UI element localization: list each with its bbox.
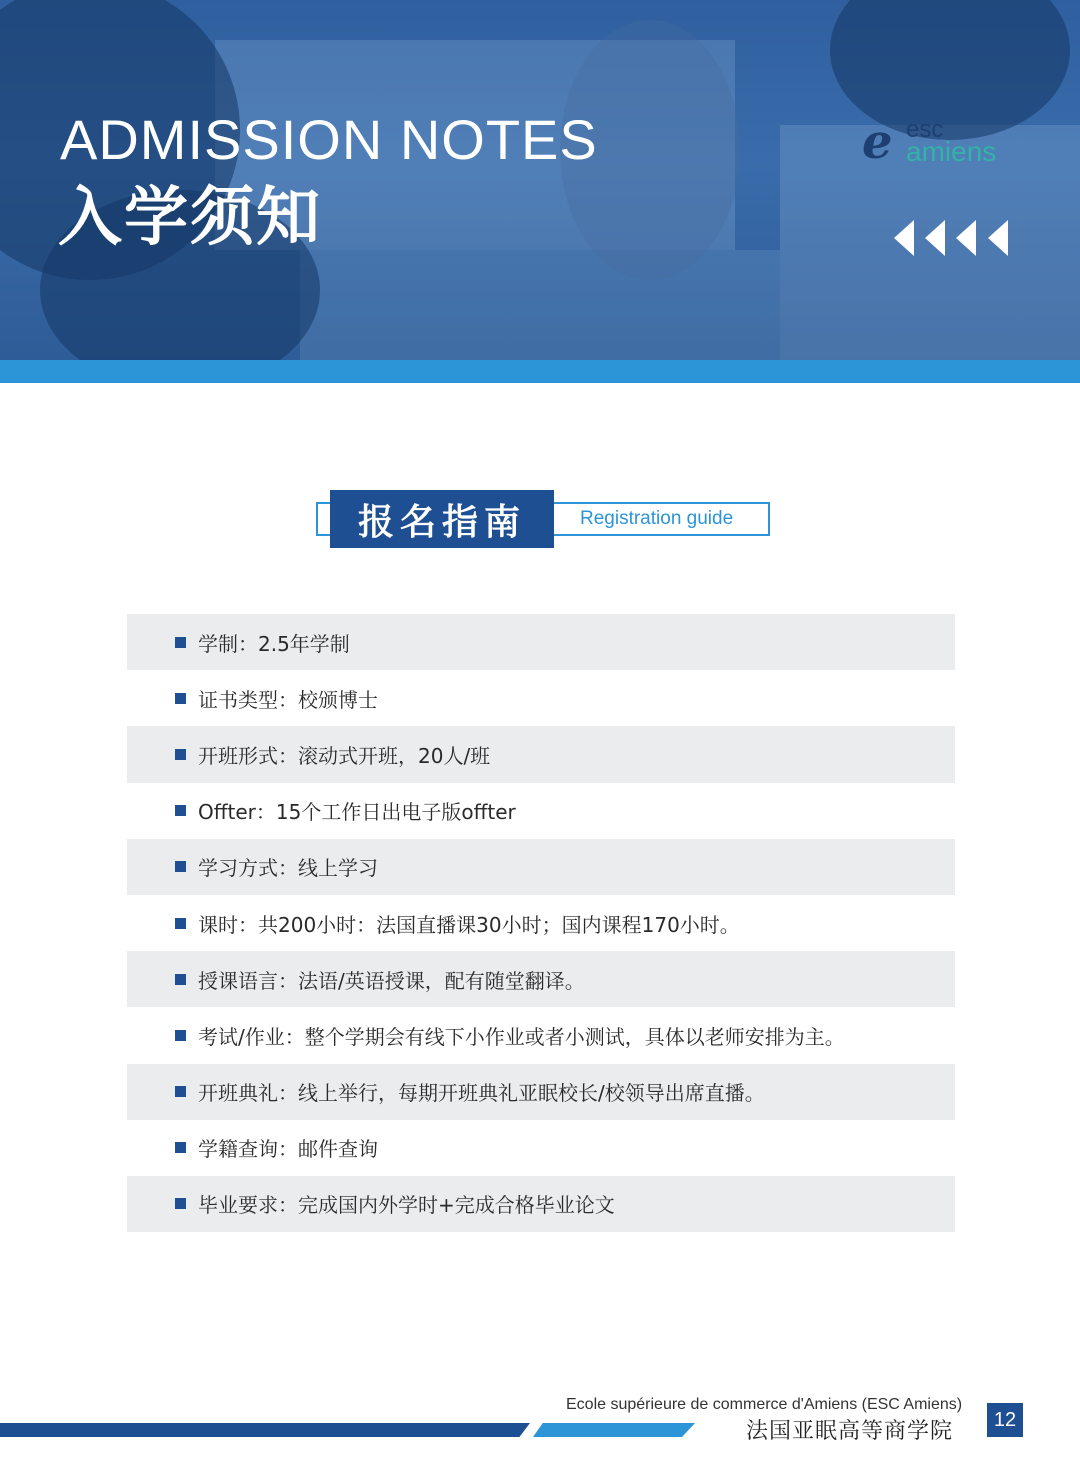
list-item-text: 学习方式：线上学习 <box>198 856 378 881</box>
list-item-text: 证书类型：校颁博士 <box>198 687 378 712</box>
left-arrow-icon <box>894 220 914 256</box>
square-bullet-icon <box>175 1030 186 1041</box>
header-banner <box>0 0 1080 360</box>
square-bullet-icon <box>175 861 186 872</box>
square-bullet-icon <box>175 1198 186 1209</box>
square-bullet-icon <box>175 974 186 985</box>
left-arrow-icon <box>925 220 945 256</box>
square-bullet-icon <box>175 637 186 648</box>
list-item-text: 毕业要求：完成国内外学时+完成合格毕业论文 <box>198 1193 615 1218</box>
section-title-en: Registration guide <box>580 508 734 529</box>
header-accent-strip <box>0 360 1080 383</box>
square-bullet-icon <box>175 1086 186 1097</box>
square-bullet-icon <box>175 918 186 929</box>
list-item-text: 授课语言：法语/英语授课，配有随堂翻译。 <box>198 968 585 993</box>
list-item-text: 开班形式：滚动式开班，20人/班 <box>198 743 491 768</box>
header-title-en: ADMISSION NOTES <box>60 108 598 171</box>
background-ground <box>300 250 780 360</box>
list-item-text: 考试/作业：整个学期会有线下小作业或者小测试，具体以老师安排为主。 <box>198 1024 845 1049</box>
list-item-text: Offter：15个工作日出电子版offter <box>198 800 516 825</box>
list-item <box>127 951 955 1007</box>
header-title-cn: 入学须知 <box>58 181 322 255</box>
list-item-text: 开班典礼：线上举行，每期开班典礼亚眠校长/校领导出席直播。 <box>198 1081 765 1106</box>
square-bullet-icon <box>175 1142 186 1153</box>
logo-text-amiens: amiens <box>906 136 997 167</box>
list-item <box>127 1176 955 1232</box>
square-bullet-icon <box>175 805 186 816</box>
logo-letter: e <box>862 114 893 170</box>
left-arrow-icon <box>988 220 1008 256</box>
left-arrows-decoration <box>892 218 1012 258</box>
square-bullet-icon <box>175 749 186 760</box>
footer-school-name-en: Ecole supérieure de commerce d'Amiens (ESC Amiens) <box>566 1396 963 1413</box>
list-item <box>127 1120 955 1176</box>
footer-school-name-cn: 法国亚眠高等商学院 <box>746 1419 954 1444</box>
page-number: 12 <box>987 1403 1023 1437</box>
left-arrow-icon <box>956 220 976 256</box>
list-item <box>127 783 955 839</box>
section-title-cn: 报名指南 <box>330 490 554 548</box>
list-item <box>127 895 955 951</box>
section-heading <box>316 490 776 550</box>
list-item <box>127 1064 955 1120</box>
footer-bar-dark <box>0 1423 530 1437</box>
logo-text-esc: esc <box>906 116 944 143</box>
list-item <box>127 670 955 726</box>
square-bullet-icon <box>175 693 186 704</box>
list-item <box>127 614 955 670</box>
list-item-text: 课时：共200小时：法国直播课30小时；国内课程170小时。 <box>198 912 740 937</box>
list-item-text: 学籍查询：邮件查询 <box>198 1137 378 1162</box>
footer-bar-light <box>533 1423 695 1437</box>
list-item-text: 学制：2.5年学制 <box>198 631 350 656</box>
list-item <box>127 1007 955 1063</box>
school-logo <box>862 114 1022 170</box>
registration-info-list <box>127 614 955 1232</box>
list-item <box>127 839 955 895</box>
list-item <box>127 726 955 782</box>
